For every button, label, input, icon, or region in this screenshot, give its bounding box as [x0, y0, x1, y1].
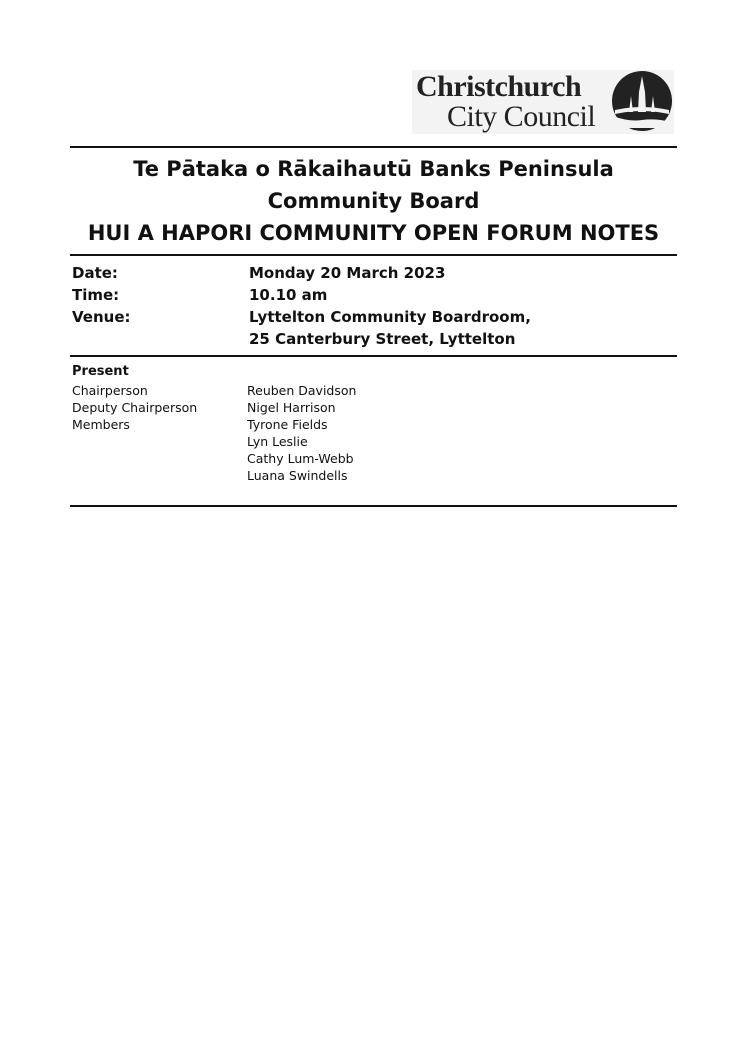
member-name: Luana Swindells	[247, 468, 348, 483]
date-value: Monday 20 March 2023	[249, 264, 446, 282]
bottom-rule	[70, 505, 677, 507]
date-label: Date:	[72, 264, 118, 282]
deputy-chairperson-label: Deputy Chairperson	[72, 400, 198, 415]
present-heading: Present	[72, 364, 129, 379]
logo-line-1: Christchurch	[416, 70, 582, 103]
venue-line-2: 25 Canterbury Street, Lyttelton	[249, 330, 516, 348]
cathedral-emblem-icon	[611, 70, 673, 132]
venue-label: Venue:	[72, 308, 131, 326]
time-label: Time:	[72, 286, 120, 304]
deputy-chairperson-name: Nigel Harrison	[247, 400, 336, 415]
member-name: Tyrone Fields	[247, 417, 328, 432]
time-value: 10.10 am	[249, 286, 328, 304]
meta-rule	[70, 355, 677, 357]
chairperson-name: Reuben Davidson	[247, 383, 357, 398]
document-title-line-3: HUI A HAPORI COMMUNITY OPEN FORUM NOTES	[87, 221, 660, 245]
logo-line-2: City Council	[447, 100, 596, 133]
document-title-line-2: Community Board	[267, 189, 480, 213]
members-label: Members	[72, 417, 130, 432]
venue-line-1: Lyttelton Community Boardroom,	[249, 308, 531, 326]
document-title-line-1: Te Pātaka o Rākaihautū Banks Peninsula	[133, 157, 614, 181]
title-rule	[70, 254, 677, 256]
member-name: Lyn Leslie	[247, 434, 308, 449]
member-name: Cathy Lum-Webb	[247, 451, 354, 466]
chairperson-label: Chairperson	[72, 383, 148, 398]
top-rule	[70, 146, 677, 148]
council-logo	[412, 70, 674, 134]
